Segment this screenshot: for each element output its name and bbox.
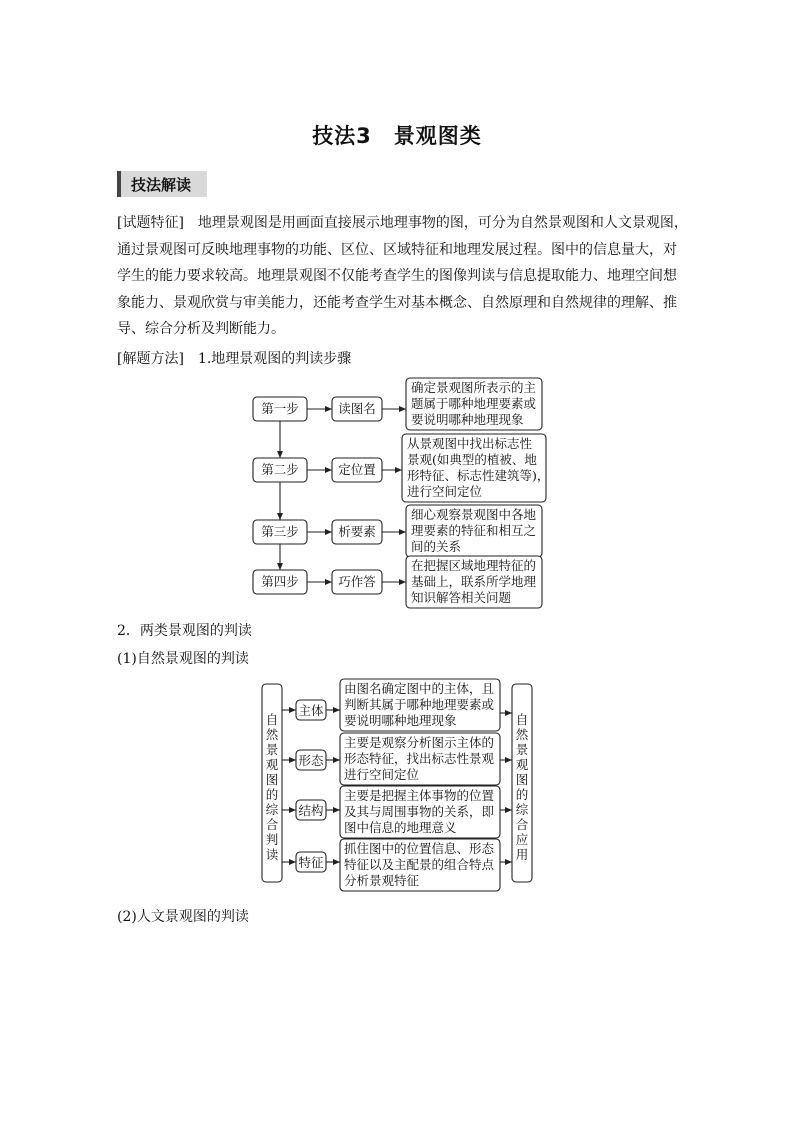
desc-line: 题属于哪种地理要素或 xyxy=(411,396,537,411)
section-header-label: 技法解读 xyxy=(131,176,192,194)
subheading-human: (2)人文景观图的判读 xyxy=(117,909,249,925)
desc-line: 基础上，联系所学地理 xyxy=(411,574,537,589)
right-label-char: 用 xyxy=(515,847,529,862)
item-desc-line: 主要是观察分析图示主体的 xyxy=(344,735,495,750)
right-label-char: 的 xyxy=(515,787,529,802)
left-label-char: 图 xyxy=(265,772,279,787)
desc-line: 确定景观图所表示的主 xyxy=(411,380,537,395)
right-label-char: 图 xyxy=(515,772,529,787)
left-label-char: 综 xyxy=(265,802,279,817)
flow2-row xyxy=(282,786,512,838)
subheading-natural: (1)自然景观图的判读 xyxy=(117,651,249,667)
desc-line: 在把握区域地理特征的 xyxy=(411,558,537,573)
step-label: 第三步 xyxy=(261,524,299,539)
right-label-char: 然 xyxy=(515,727,529,742)
item-desc-line: 由图名确定图中的主体，且 xyxy=(344,681,495,696)
flow2-row xyxy=(282,679,512,731)
desc-line: 细心观察景观图中各地 xyxy=(411,507,537,522)
right-label-char: 景 xyxy=(515,742,529,757)
item-desc-line: 抓住图中的位置信息、形态 xyxy=(344,841,495,856)
item-desc-line: 主要是把握主体事物的位置 xyxy=(344,788,495,803)
right-label-char: 综 xyxy=(515,802,529,817)
step-label: 第四步 xyxy=(261,574,299,589)
item-desc-line: 及其与周围事物的关系，即 xyxy=(344,804,495,819)
item-desc-line: 判断其属于哪种地理要素或 xyxy=(344,697,495,712)
left-label-char: 然 xyxy=(265,727,279,742)
item-desc-line: 图中信息的地理意义 xyxy=(344,820,457,835)
flow2-row xyxy=(282,733,512,785)
desc-line: 景观(如典型的植被、地 xyxy=(407,452,537,467)
left-label-char: 景 xyxy=(265,742,279,757)
intro-line: 导、综合分析及判断能力。 xyxy=(117,321,285,337)
item-desc-line: 要说明哪种地理现象 xyxy=(344,713,457,728)
intro-line: 学生的能力要求较高。地理景观图不仅能考查学生的图像判读与信息提取能力、地理空间想 xyxy=(117,268,677,284)
step-label: 第二步 xyxy=(261,462,299,477)
step-label: 第一步 xyxy=(261,401,299,416)
method-heading: [解题方法] 1.地理景观图的判读步骤 xyxy=(117,351,352,367)
item-desc-line: 进行空间定位 xyxy=(344,767,420,782)
right-label-char: 观 xyxy=(515,757,529,772)
item-desc-line: 分析景观特征 xyxy=(344,873,420,888)
action-label: 析要素 xyxy=(338,524,376,539)
flow2-row xyxy=(282,839,512,891)
left-label-char: 观 xyxy=(265,757,279,772)
left-label-char: 读 xyxy=(265,847,279,862)
right-label-char: 合 xyxy=(515,817,529,832)
desc-line: 从景观图中找出标志性 xyxy=(407,436,533,451)
left-label-char: 合 xyxy=(265,817,279,832)
action-label: 定位置 xyxy=(338,462,376,477)
left-label-char: 的 xyxy=(265,787,279,802)
desc-line: 进行空间定位 xyxy=(407,484,483,499)
key-label: 特征 xyxy=(298,855,324,870)
action-label: 巧作答 xyxy=(338,574,376,589)
desc-line: 间的关系 xyxy=(411,539,462,554)
intro-line: [试题特征] 地理景观图是用画面直接展示地理事物的图，可分为自然景观图和人文景观图， xyxy=(117,215,688,231)
left-label-char: 判 xyxy=(265,832,279,847)
desc-line: 知识解答相关问题 xyxy=(411,590,512,605)
intro-line: 通过景观图可反映地理事物的功能、区位、区域特征和地理发展过程。图中的信息量大，对 xyxy=(117,241,677,258)
key-label: 结构 xyxy=(298,803,324,818)
desc-line: 理要素的特征和相互之 xyxy=(411,523,537,538)
left-label-char: 自 xyxy=(265,712,279,727)
page-title: 技法3 景观图类 xyxy=(312,124,482,148)
intro-line: 象能力、景观欣赏与审美能力，还能考查学生对基本概念、自然原理和自然规律的理解、推 xyxy=(117,294,677,311)
right-label-char: 自 xyxy=(515,712,529,727)
key-label: 主体 xyxy=(298,703,324,718)
section-heading-2: 2．两类景观图的判读 xyxy=(117,623,252,639)
right-label-char: 应 xyxy=(515,832,529,847)
action-label: 读图名 xyxy=(338,401,376,416)
desc-line: 形特征、标志性建筑等)， xyxy=(407,468,550,483)
key-label: 形态 xyxy=(298,753,324,768)
item-desc-line: 形态特征，找出标志性景观 xyxy=(344,751,495,766)
item-desc-line: 特征以及主配景的组合特点 xyxy=(344,857,495,872)
desc-line: 要说明哪种地理现象 xyxy=(411,412,524,427)
